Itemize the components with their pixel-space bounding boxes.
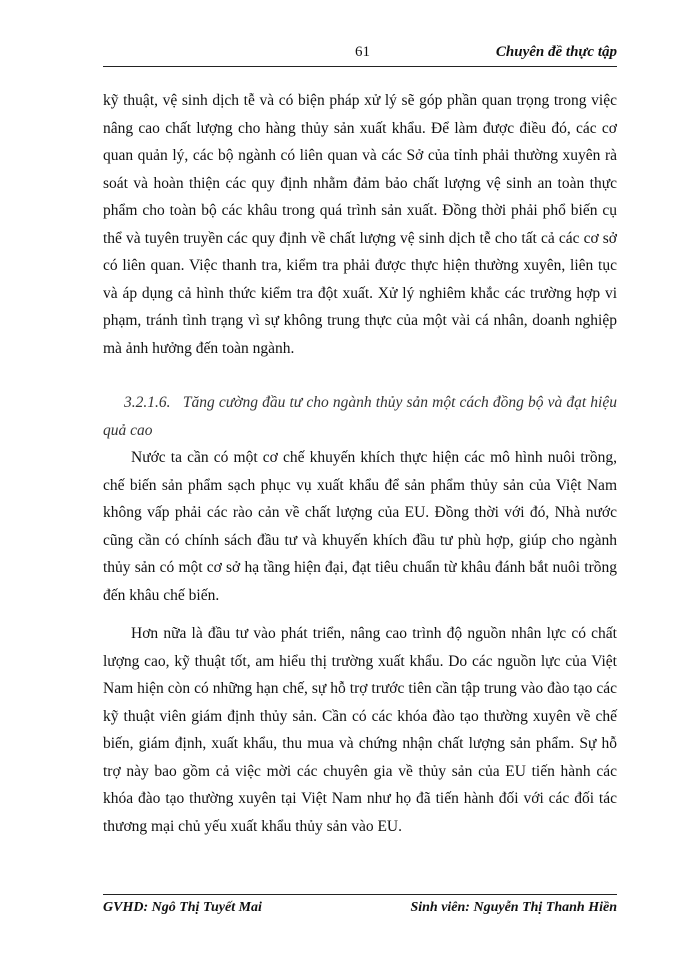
body-paragraph: Hơn nữa là đầu tư vào phát triển, nâng cao trình độ nguồn nhân lực có chất lượng cao, kỹ thuật tốt, am hiểu thị trường xuất khẩu. Do các nguồn lực của Việt Nam hiện còn có những hạn chế, sự hỗ trợ trước tiên cần tập trung vào đào tạo các kỹ thuật viên giám định thủy sản. Cần có các khóa đào tạo thường xuyên về chế biến, giám định, xuất khẩu, thu mua và chứng nhận chất lượng sản phẩm. Sự hỗ trợ này bao gồm cả việc mời các chuyên gia về thủy sản của EU tiến hành các khóa đào tạo thường xuyên tại Việt Nam như họ đã tiến hành đối với các đối tác thương mại chủ yếu xuất khẩu thủy sản vào EU. <box>103 625 617 835</box>
body-paragraph: Nước ta cần có một cơ chế khuyến khích thực hiện các mô hình nuôi trồng, chế biến sản phẩm sạch phục vụ xuất khẩu để sản phẩm thủy sản của Việt Nam không vấp phải các rào cản về chất lượng của EU. Đồng thời với đó, Nhà nước cũng cần có chính sách đầu tư và khuyến khích đầu tư phù hợp, giúp cho ngành thủy sản có một cơ sở hạ tầng hiện đại, đạt tiêu chuẩn từ khâu đánh bắt nuôi trồng đến khâu chế biến. <box>103 449 617 604</box>
advisor-name: GVHD: Ngô Thị Tuyết Mai <box>103 900 262 915</box>
section-number: 3.2.1.6. <box>124 394 171 411</box>
student-name: Sinh viên: Nguyễn Thị Thanh Hiền <box>410 900 617 915</box>
section-title: Tăng cường đầu tư cho ngành thủy sản một cách đồng bộ và đạt hiệu quả cao <box>103 394 617 439</box>
section-heading <box>103 389 617 444</box>
page-content <box>103 87 617 840</box>
body-paragraph-continuation: kỹ thuật, vệ sinh dịch tễ và có biện pháp xử lý sẽ góp phần quan trọng trong việc nâng cao chất lượng cho hàng thủy sản xuất khẩu. Để làm được điều đó, các cơ quan quản lý, các bộ ngành có liên quan và các Sở của tỉnh phải thường xuyên rà soát và hoàn thiện các quy định nhằm đảm bảo chất lượng vệ sinh an toàn thực phẩm cho toàn bộ các khâu trong quá trình sản xuất. Đồng thời phải phổ biến cụ thể và tuyên truyền các quy định về chất lượng vệ sinh dịch tễ cho tất cả các cơ sở có liên quan. Việc thanh tra, kiểm tra phải được thực hiện thường xuyên, liên tục và áp dụng cả hình thức kiểm tra đột xuất. Xử lý nghiêm khắc các trường hợp vi phạm, tránh tình trạng vì sự không trung thực của một vài cá nhân, doanh nghiệp mà ảnh hưởng đến toàn ngành. <box>103 92 617 357</box>
document-title: Chuyên đề thực tập <box>495 44 617 60</box>
page-footer <box>103 894 617 915</box>
page-number: 61 <box>355 44 370 60</box>
page-header <box>103 44 617 67</box>
